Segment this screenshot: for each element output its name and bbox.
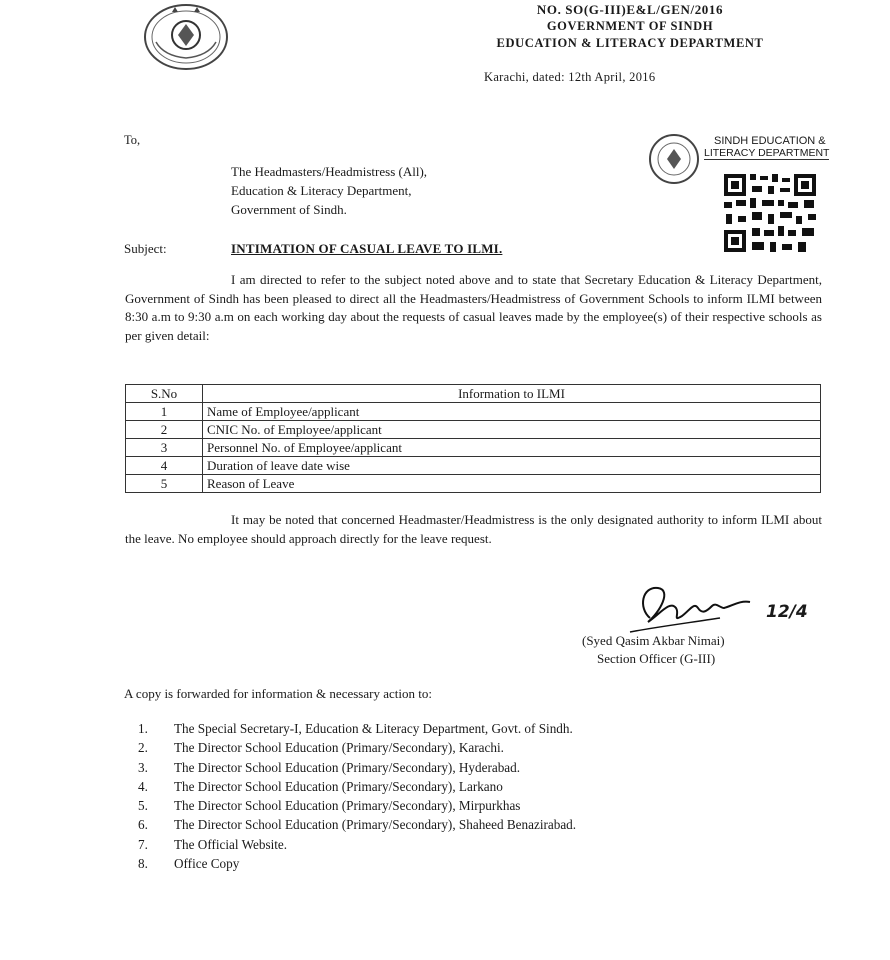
information-table [125, 384, 821, 493]
table-cell-info: Duration of leave date wise [203, 457, 821, 475]
list-item-number: 5. [138, 798, 148, 814]
list-item-text: The Director School Education (Primary/Secondary), Shaheed Benazirabad. [174, 817, 577, 833]
list-item [138, 835, 576, 854]
list-item-number: 3. [138, 759, 148, 775]
list-item-number: 8. [138, 856, 148, 872]
list-item [138, 854, 576, 873]
date-line: Karachi, dated: 12th April, 2016 [484, 70, 656, 84]
signature-date-note: 12/4 [766, 602, 808, 622]
table-header-row [126, 385, 821, 403]
department-name: EDUCATION & LITERACY DEPARTMENT [496, 36, 764, 50]
list-item-number: 7. [138, 836, 148, 852]
table-cell-info: Reason of Leave [203, 475, 821, 493]
stamp-line-2: LITERACY DEPARTMENT [704, 147, 830, 159]
qr-code-icon [722, 172, 818, 254]
addressee-line-2: Education & Literacy Department, [231, 183, 412, 198]
table-cell-info: Personnel No. of Employee/applicant [203, 439, 821, 457]
addressee-line-1: The Headmasters/Headmistress (All), [231, 164, 428, 179]
list-item-text: The Director School Education (Primary/Secondary), Hyderabad. [174, 759, 521, 775]
table-cell-sno: 5 [126, 475, 203, 493]
list-item-number: 4. [138, 778, 148, 794]
addressee-line-3: Government of Sindh. [231, 202, 347, 217]
list-item [138, 815, 576, 834]
list-item [138, 738, 576, 757]
list-item-text: The Director School Education (Primary/Secondary), Mirpurkhas [174, 798, 521, 814]
table-cell-info: Name of Employee/applicant [203, 403, 821, 421]
table-row [126, 457, 821, 475]
list-item-text: The Official Website. [174, 836, 288, 852]
government-seal-icon [142, 2, 230, 72]
table-row [126, 403, 821, 421]
stamp-line-1: SINDH EDUCATION & [714, 135, 826, 147]
list-item [138, 796, 576, 815]
list-item-text: Office Copy [174, 856, 240, 872]
body-paragraph-1: I am directed to refer to the subject noted above and to state that Secretary Education & Literacy Department, Government of Sindh has been pleased to direct all the Headmasters/Headmistress of Government Schools to inform ILMI between 8:30 a.m to 9:30 a.m on each working day about the requests of casual leaves made by the employee(s) of their respective schools as per given detail: [125, 272, 822, 343]
list-item-number: 1. [138, 721, 148, 736]
table-row [126, 439, 821, 457]
list-item-text: The Director School Education (Primary/Secondary), Larkano [174, 778, 503, 794]
list-item-number: 2. [138, 740, 148, 756]
subject-text: INTIMATION OF CASUAL LEAVE TO ILMI. [231, 241, 503, 256]
signatory-name: (Syed Qasim Akbar Nimai) [582, 633, 725, 648]
copy-forwarded-intro: A copy is forwarded for information & necessary action to: [124, 686, 432, 701]
table-cell-info: CNIC No. of Employee/applicant [203, 421, 821, 439]
column-header-sno: S.No [126, 385, 203, 403]
list-item [138, 777, 576, 796]
distribution-list [138, 719, 576, 873]
body-paragraph-2: It may be noted that concerned Headmaster/Headmistress is the only designated authority to inform ILMI about the leave. No employee should approach directly for the leave request. [125, 512, 822, 546]
table-cell-sno: 2 [126, 421, 203, 439]
list-item-number: 6. [138, 817, 148, 833]
list-item-text: The Special Secretary-I, Education & Literacy Department, Govt. of Sindh. [174, 721, 573, 736]
signatory-title: Section Officer (G-III) [597, 651, 716, 666]
list-item [138, 719, 576, 738]
subject-label: Subject: [124, 241, 167, 256]
column-header-information: Information to ILMI [203, 385, 821, 403]
table-cell-sno: 3 [126, 439, 203, 457]
to-label: To, [124, 133, 141, 147]
table-cell-sno: 4 [126, 457, 203, 475]
table-row [126, 475, 821, 493]
table-row [126, 421, 821, 439]
table-cell-sno: 1 [126, 403, 203, 421]
list-item-text: The Director School Education (Primary/Secondary), Karachi. [174, 740, 504, 756]
list-item [138, 758, 576, 777]
reference-number: NO. SO(G-III)E&L/GEN/2016 [536, 2, 724, 17]
government-name: GOVERNMENT OF SINDH [546, 19, 714, 33]
department-logo-icon [645, 133, 703, 185]
